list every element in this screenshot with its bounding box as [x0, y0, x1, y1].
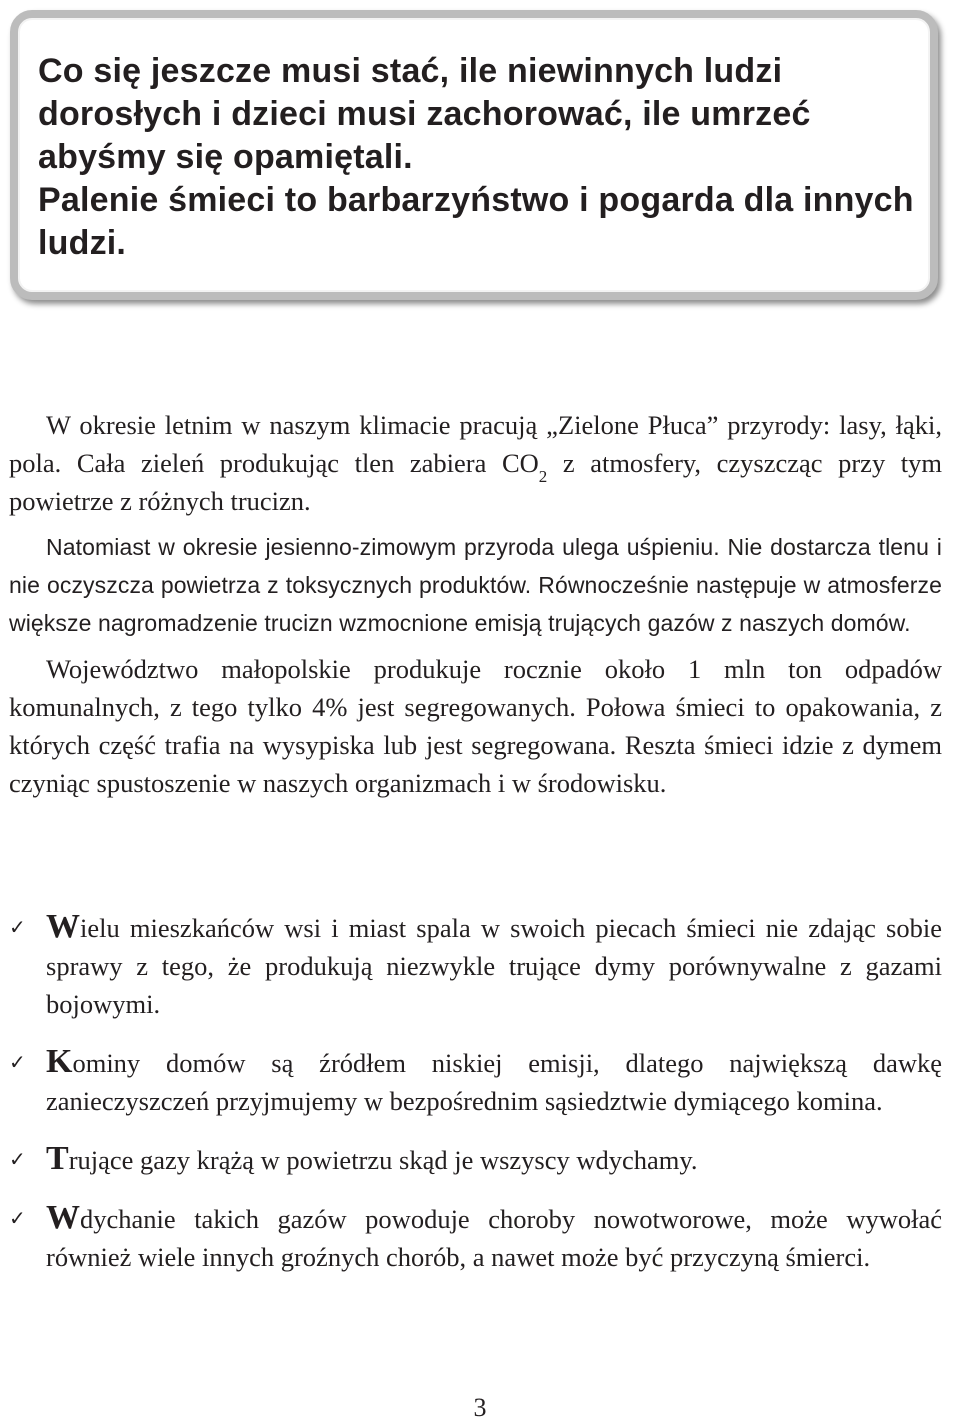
page-number: 3	[473, 1393, 487, 1422]
bullet-initial: K	[46, 1043, 73, 1080]
bullet-list	[9, 908, 942, 1296]
callout-text	[38, 50, 938, 265]
bullet-text: rujące gazy krążą w powietrzu skąd je wszyscy wdychamy.	[68, 1145, 698, 1175]
callout-line-1: Co się jeszcze musi stać, ile niewinnych ludzi dorosłych i dzieci musi zachorować, ile umrzeć abyśmy się opamiętali.	[38, 52, 811, 176]
bullet-initial: T	[46, 1140, 69, 1177]
body-text	[9, 406, 942, 810]
paragraph-winter: Natomiast w okresie jesienno-zimowym przyroda ulega uśpieniu. Nie dostarcza tlenu i nie oczyszcza powietrza z toksycznych produktów. Równocześnie następuje w atmosferze większe nagromadzenie trucizn wzmocnione emisją trujących gazów z naszych domów.	[9, 534, 942, 636]
checkmark-icon: ✓	[9, 1050, 26, 1074]
checkmark-icon: ✓	[9, 915, 26, 939]
paragraph-malopolska: Województwo małopolskie produkuje rocznie około 1 mln ton odpadów komunalnych, z tego tylko 4% jest segregowanych. Połowa śmieci to opakowania, z których część trafia na wysypiska lub jest segregowana. Reszta śmieci idzie z dymem czyniąc spustoszenie w naszych organizmach i w środowisku.	[9, 654, 942, 798]
bullet-text: ielu mieszkańców wsi i miast spala w swoich piecach śmieci nie zdając sobie sprawy z tego, że produkują niezwykle trujące dymy porównywalne z gazami bojowymi.	[46, 913, 942, 1019]
bullet-initial: W	[46, 1199, 80, 1236]
bullet-item	[9, 1043, 942, 1120]
warning-callout-box	[10, 10, 938, 300]
paragraph-summer-part1: W okresie letnim w naszym klimacie pracują „Zielone Płuca” przyrody: lasy, łąki, pola. Cała zieleń produkując tlen zabiera CO	[9, 410, 942, 478]
callout-line-2: Palenie śmieci to barbarzyństwo i pogarda dla innych ludzi.	[38, 181, 914, 262]
bullet-text: ominy domów są źródłem niskiej emisji, dlatego największą dawkę zanieczyszczeń przyjmujemy w bezpośrednim sąsiedztwie dymiącego komina.	[46, 1048, 942, 1116]
bullet-initial: W	[46, 908, 80, 945]
checkmark-icon: ✓	[9, 1206, 26, 1230]
paragraph-summer-part2: z atmosfery, czyszcząc przy tym powietrze z różnych trucizn.	[9, 448, 942, 516]
bullet-item	[9, 908, 942, 1023]
co2-subscript: 2	[538, 467, 548, 486]
bullet-item	[9, 1140, 942, 1179]
paragraph-summer	[9, 406, 942, 520]
checkmark-icon: ✓	[9, 1147, 26, 1171]
bullet-text: dychanie takich gazów powoduje choroby nowotworowe, może wywołać również wiele innych groźnych chorób, a nawet może być przyczyną śmierci.	[46, 1204, 942, 1272]
bullet-item	[9, 1199, 942, 1276]
